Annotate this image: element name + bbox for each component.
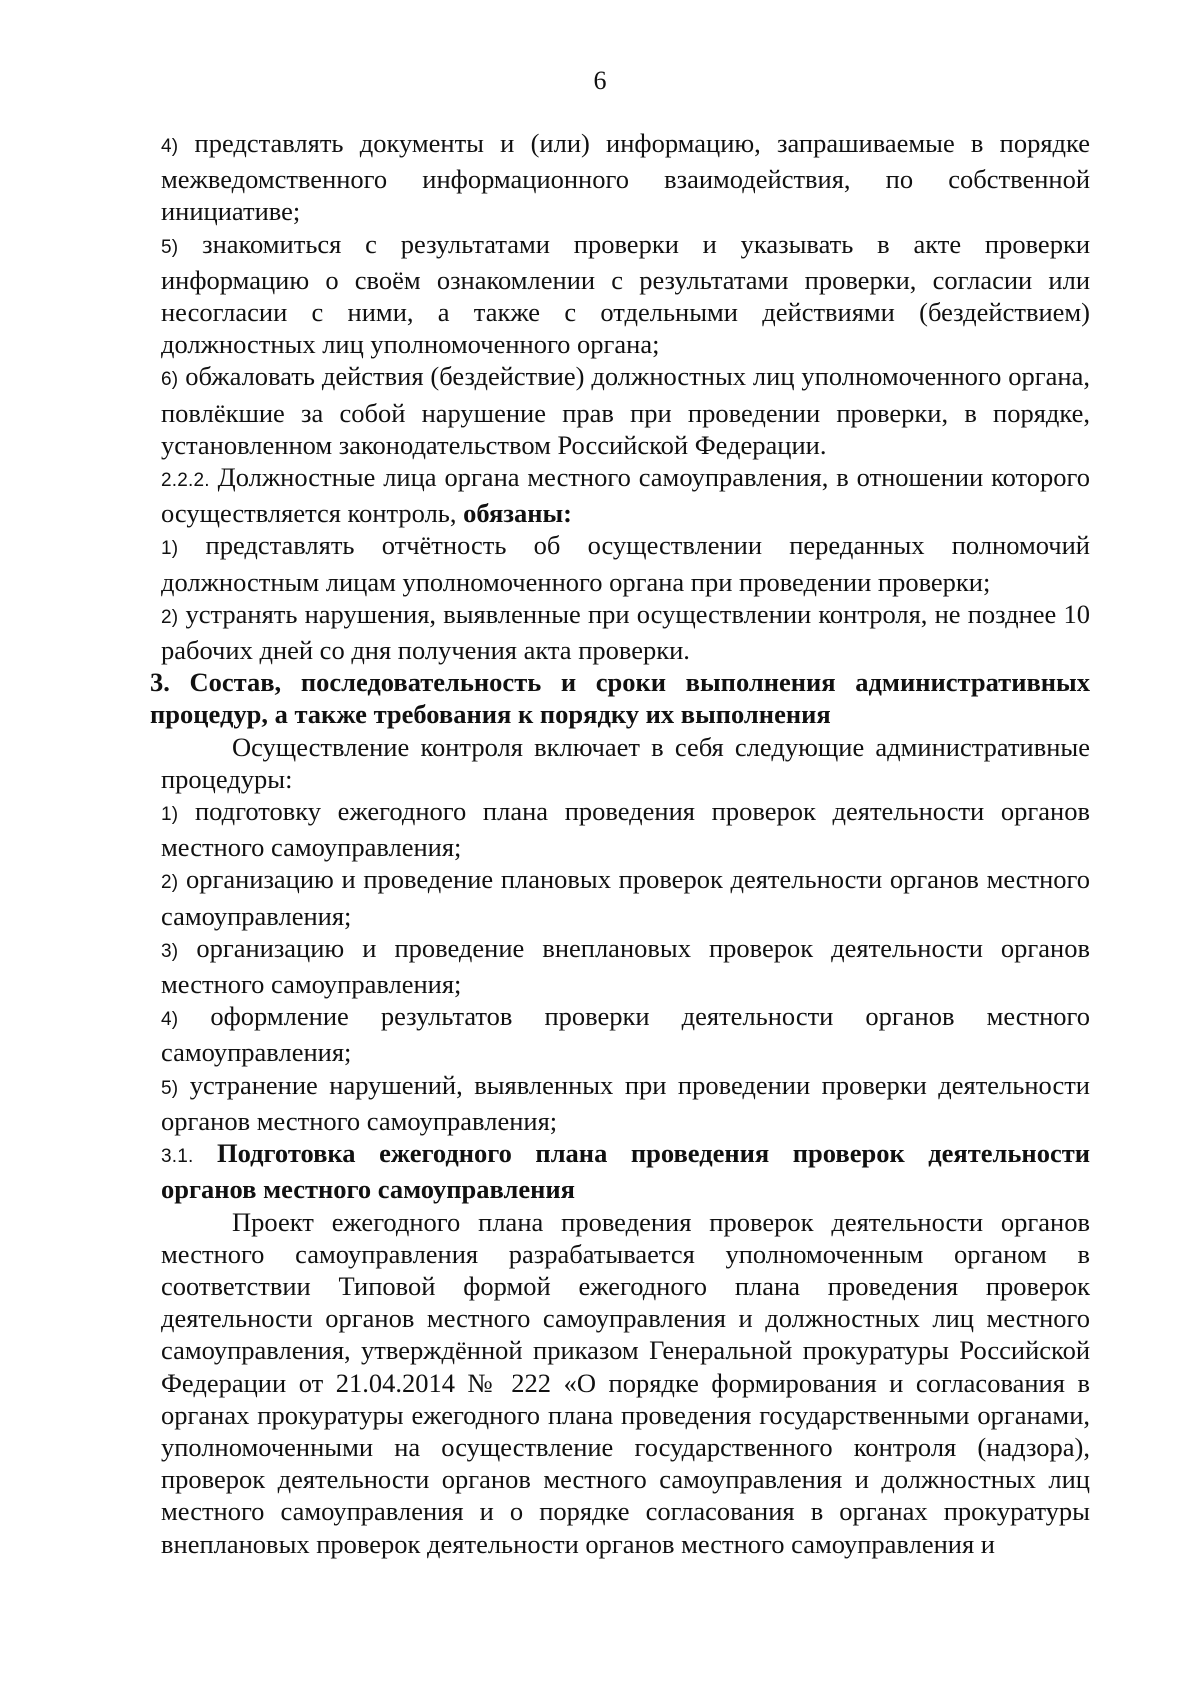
subsection-3-1-heading <box>161 1137 1090 1205</box>
item-number: 6) <box>161 369 179 391</box>
item-number: 2) <box>161 872 179 894</box>
procedure-item-3 <box>161 932 1090 1000</box>
procedure-item-1 <box>161 795 1090 863</box>
clause-number: 2.2.2. <box>161 470 210 492</box>
page-number: 6 <box>593 66 607 95</box>
item-text: представлять отчётность об осуществлении переданных полномочий должностным лицам уполномоченного органа при проведении проверки; <box>161 530 1090 597</box>
list-item-duty-1 <box>161 529 1090 597</box>
list-item-rights-5 <box>161 228 1090 361</box>
item-number: 4) <box>161 1009 179 1031</box>
item-text: оформление результатов проверки деятельности органов местного самоуправления; <box>161 1001 1090 1068</box>
item-text: устранение нарушений, выявленных при проведении проверки деятельности органов местного самоуправления; <box>161 1069 1090 1136</box>
item-number: 5) <box>161 1077 179 1099</box>
procedure-item-4 <box>161 1000 1090 1068</box>
subsection-title: Подготовка ежегодного плана проведения проверок деятельности органов местного самоуправления <box>161 1138 1090 1205</box>
item-number: 5) <box>161 236 179 258</box>
procedure-item-2 <box>161 863 1090 931</box>
section-3-heading: 3. Состав, последовательность и сроки выполнения административных процедур, а также требования к порядку их выполнения <box>150 667 1090 730</box>
list-item-duty-2 <box>161 598 1090 666</box>
item-number: 1) <box>161 804 179 826</box>
subsection-number: 3.1. <box>161 1146 194 1168</box>
clause-2-2-2 <box>161 461 1090 529</box>
item-text: знакомиться с результатами проверки и указывать в акте проверки информацию о своём ознакомлении с результатами проверки, согласии или несогласии с ними, а также с отдельными действиями (бездействием) должностных лиц уполномоченного органа; <box>161 228 1090 360</box>
clause-text: Должностные лица органа местного самоуправления, в отношении которого осуществляется контроль, <box>161 462 1090 529</box>
item-number: 4) <box>161 136 179 157</box>
item-text: организацию и проведение плановых проверок деятельности органов местного самоуправления; <box>161 864 1090 931</box>
item-text: обжаловать действия (бездействие) должностных лиц уполномоченного органа, повлёкшие за собой нарушение прав при проведении проверки, в порядке, установленном законодательством Российской Федерации. <box>161 361 1090 460</box>
item-number: 2) <box>161 606 179 628</box>
list-item-rights-4 <box>161 127 1090 228</box>
document-body <box>150 127 1090 1560</box>
clause-bold-text: обязаны: <box>463 498 573 529</box>
procedure-item-5 <box>161 1069 1090 1137</box>
subsection-3-1-body: Проект ежегодного плана проведения проверок деятельности органов местного самоуправления разрабатывается уполномоченным органом в соответствии Типовой формой ежегодного плана проведения проверок деятельности органов местного самоуправления и должностных лиц местного самоуправления, утверждённой приказом Генеральной прокуратуры Российской Федерации от 21.04.2014 № 222 «О порядке формирования и согласования в органах прокуратуры ежегодного плана проведения государственными органами, уполномоченными на осуществление государственного контроля (надзора), проверок деятельности органов местного самоуправления и должностных лиц местного самоуправления и о порядке согласования в органах прокуратуры внеплановых проверок деятельности органов местного самоуправления и <box>161 1206 1090 1559</box>
item-text: представлять документы и (или) информацию, запрашиваемые в порядке межведомственного информационного взаимодействия, по собственной инициативе; <box>161 128 1090 227</box>
list-item-rights-6 <box>161 360 1090 461</box>
item-number: 3) <box>161 940 179 962</box>
item-text: организацию и проведение внеплановых проверок деятельности органов местного самоуправления; <box>161 932 1090 1000</box>
item-number: 1) <box>161 538 179 560</box>
item-text: устранять нарушения, выявленные при осуществлении контроля, не позднее 10 рабочих дней со дня получения акта проверки. <box>161 598 1090 666</box>
item-text: подготовку ежегодного плана проведения проверок деятельности органов местного самоуправления; <box>161 796 1090 863</box>
section-3-intro: Осуществление контроля включает в себя следующие административные процедуры: <box>161 731 1090 794</box>
